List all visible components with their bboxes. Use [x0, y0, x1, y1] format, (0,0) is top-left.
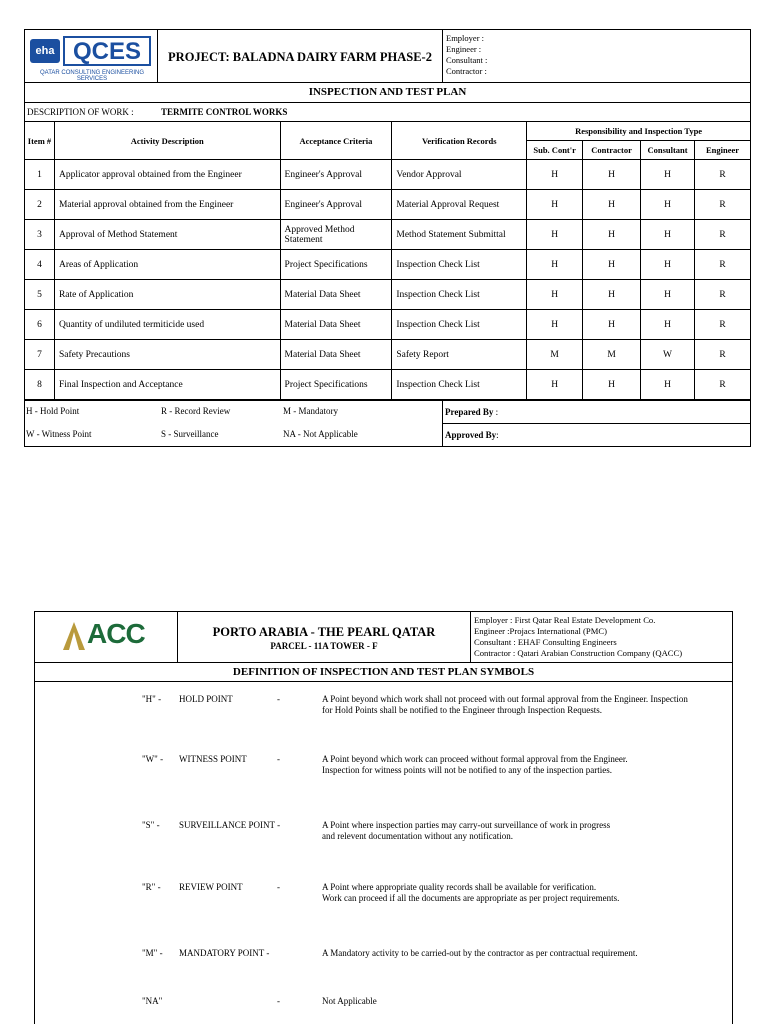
verification-records: Inspection Check List	[392, 310, 527, 340]
acc-logo-box	[34, 611, 178, 663]
parties-box-2	[470, 611, 733, 663]
acceptance-criteria: Project Specifications	[280, 250, 392, 280]
consultant-type: H	[641, 160, 695, 190]
logo-wordmark: QCES	[63, 36, 151, 66]
contractor-type: H	[583, 310, 641, 340]
qces-logo-box	[24, 29, 158, 83]
project-title: PROJECT: BALADNA DAIRY FARM PHASE-2	[157, 29, 443, 83]
header-records: Verification Records	[392, 122, 527, 160]
sub-contractor-type: H	[527, 250, 583, 280]
parcel-label: PARCEL - 11A TOWER - F	[270, 641, 378, 651]
symbol-definition: A Point beyond which work can proceed without formal approval from the Engineer.	[322, 754, 628, 764]
verification-records: Method Statement Submittal	[392, 220, 527, 250]
sub-contractor-type: M	[527, 340, 583, 370]
symbol: "S" -	[142, 820, 160, 830]
table-row	[25, 370, 751, 400]
engineer-type: R	[695, 250, 751, 280]
header-sub: Sub. Cont'r	[527, 141, 583, 160]
table-row	[25, 160, 751, 190]
work-description-row	[24, 102, 751, 122]
acceptance-criteria: Material Data Sheet	[280, 310, 392, 340]
sub-contractor-type: H	[527, 160, 583, 190]
symbol-name: WITNESS POINT	[179, 754, 247, 764]
symbol-dash: -	[277, 754, 280, 764]
prepared-by-label: Prepared By	[445, 407, 494, 417]
acc-wordmark: ACC	[87, 618, 145, 649]
table-row	[25, 220, 751, 250]
item-number: 1	[25, 160, 55, 190]
legend-record: R - Record Review	[161, 406, 231, 416]
eha-logo-icon: eha	[30, 39, 60, 63]
symbol-definition-cont: Inspection for witness points will not be notified to any of the inspection parties.	[322, 765, 612, 775]
contractor-type: H	[583, 280, 641, 310]
acceptance-criteria: Material Data Sheet	[280, 340, 392, 370]
symbol-dash: -	[277, 882, 280, 892]
header-activity: Activity Description	[54, 122, 280, 160]
acceptance-criteria: Material Data Sheet	[280, 280, 392, 310]
header-item: Item #	[25, 122, 55, 160]
itp-title: INSPECTION AND TEST PLAN	[24, 82, 751, 103]
symbol-definition-cont: for Hold Points shall be notified to the Engineer through Inspection Requests.	[322, 705, 602, 715]
symbol-definition: A Point beyond which work shall not proceed with out formal approval from the Engineer. Inspection	[322, 694, 688, 704]
legend-hold: H - Hold Point	[26, 406, 80, 416]
approved-by-field[interactable]: Approved By:	[442, 423, 751, 447]
verification-records: Inspection Check List	[392, 250, 527, 280]
legend-witness: W - Witness Point	[26, 429, 92, 439]
legend-na: NA - Not Applicable	[283, 429, 358, 439]
engineer-2: Engineer :Projacs International (PMC)	[474, 626, 607, 636]
engineer-type: R	[695, 370, 751, 400]
verification-records: Vendor Approval	[392, 160, 527, 190]
sub-contractor-type: H	[527, 280, 583, 310]
itp-table	[24, 121, 751, 400]
consultant-type: H	[641, 190, 695, 220]
legend-surveillance: S - Surveillance	[161, 429, 219, 439]
legend-mandatory: M - Mandatory	[283, 406, 338, 416]
contractor-type: H	[583, 160, 641, 190]
parties-box	[442, 29, 751, 83]
header-engineer: Engineer	[695, 141, 751, 160]
legend-box	[24, 400, 443, 447]
employer-label: Employer :	[446, 33, 485, 43]
work-value: TERMITE CONTROL WORKS	[161, 107, 288, 117]
item-number: 7	[25, 340, 55, 370]
project-name: PORTO ARABIA - THE PEARL QATAR	[212, 625, 436, 639]
contractor-type: H	[583, 250, 641, 280]
engineer-label: Engineer :	[446, 44, 482, 54]
item-number: 8	[25, 370, 55, 400]
engineer-type: R	[695, 220, 751, 250]
table-row	[25, 310, 751, 340]
symbol: "W" -	[142, 754, 164, 764]
consultant-type: H	[641, 250, 695, 280]
item-number: 6	[25, 310, 55, 340]
activity-description: Safety Precautions	[54, 340, 280, 370]
verification-records: Inspection Check List	[392, 280, 527, 310]
symbol-name: SURVEILLANCE POINT -	[179, 820, 281, 830]
contractor-2: Contractor : Qatari Arabian Construction Company (QACC)	[474, 648, 683, 658]
table-row	[25, 250, 751, 280]
activity-description: Applicator approval obtained from the Engineer	[54, 160, 280, 190]
definitions-list	[34, 682, 733, 1024]
activity-description: Material approval obtained from the Engineer	[54, 190, 280, 220]
table-row	[25, 190, 751, 220]
symbol-name: REVIEW POINT	[179, 882, 243, 892]
consultant-type: H	[641, 280, 695, 310]
contractor-label: Contractor :	[446, 66, 487, 76]
verification-records: Inspection Check List	[392, 370, 527, 400]
consultant-type: W	[641, 340, 695, 370]
header-criteria: Acceptance Criteria	[280, 122, 392, 160]
employer-2: Employer : First Qatar Real Estate Development Co.	[474, 615, 656, 625]
acceptance-criteria: Engineer's Approval	[280, 160, 392, 190]
item-number: 2	[25, 190, 55, 220]
sub-contractor-type: H	[527, 310, 583, 340]
symbol-definition: A Point where inspection parties may carry-out surveillance of work in progress	[322, 820, 611, 830]
acceptance-criteria: Project Specifications	[280, 370, 392, 400]
header-consultant: Consultant	[641, 141, 695, 160]
header-contractor: Contractor	[583, 141, 641, 160]
contractor-type: M	[583, 340, 641, 370]
acc-logo-icon	[63, 622, 85, 650]
contractor-type: H	[583, 370, 641, 400]
engineer-type: R	[695, 310, 751, 340]
project-title-2	[177, 611, 471, 663]
symbol-name: MANDATORY POINT -	[179, 948, 270, 958]
sub-contractor-type: H	[527, 370, 583, 400]
activity-description: Areas of Application	[54, 250, 280, 280]
verification-records: Safety Report	[392, 340, 527, 370]
engineer-type: R	[695, 340, 751, 370]
symbols-title: DEFINITION OF INSPECTION AND TEST PLAN SYMBOLS	[34, 662, 733, 682]
symbol-dash: -	[277, 996, 280, 1006]
contractor-type: H	[583, 220, 641, 250]
engineer-type: R	[695, 190, 751, 220]
symbol-definition-cont: and relevent documentation without any notification.	[322, 831, 513, 841]
consultant-type: H	[641, 370, 695, 400]
consultant-type: H	[641, 220, 695, 250]
symbol: "H" -	[142, 694, 162, 704]
symbol: "R" -	[142, 882, 161, 892]
consultant-type: H	[641, 310, 695, 340]
table-row	[25, 340, 751, 370]
engineer-type: R	[695, 280, 751, 310]
sub-contractor-type: H	[527, 220, 583, 250]
contractor-type: H	[583, 190, 641, 220]
header-responsibility: Responsibility and Inspection Type	[527, 122, 751, 141]
activity-description: Quantity of undiluted termiticide used	[54, 310, 280, 340]
symbol-name: HOLD POINT	[179, 694, 233, 704]
symbol: "M" -	[142, 948, 163, 958]
prepared-by-field[interactable]: Prepared By :	[442, 400, 751, 424]
symbol: "NA"	[142, 996, 163, 1006]
item-number: 3	[25, 220, 55, 250]
symbol-definition-cont: Work can proceed if all the documents are appropriate as per project requirements.	[322, 893, 620, 903]
engineer-type: R	[695, 160, 751, 190]
consultant-label: Consultant :	[446, 55, 488, 65]
symbol-dash: -	[277, 694, 280, 704]
item-number: 4	[25, 250, 55, 280]
work-label: DESCRIPTION OF WORK :	[27, 107, 134, 117]
acceptance-criteria: Approved Method Statement	[280, 220, 392, 250]
logo-subtitle: QATAR CONSULTING ENGINEERING SERVICES	[39, 70, 144, 82]
verification-records: Material Approval Request	[392, 190, 527, 220]
acceptance-criteria: Engineer's Approval	[280, 190, 392, 220]
activity-description: Rate of Application	[54, 280, 280, 310]
symbol-definition: A Point where appropriate quality records shall be available for verification.	[322, 882, 597, 892]
item-number: 5	[25, 280, 55, 310]
approved-by-label: Approved By	[445, 430, 497, 440]
consultant-2: Consultant : EHAF Consulting Engineers	[474, 637, 617, 647]
activity-description: Approval of Method Statement	[54, 220, 280, 250]
symbol-definition: Not Applicable	[322, 996, 377, 1006]
activity-description: Final Inspection and Acceptance	[54, 370, 280, 400]
table-row	[25, 280, 751, 310]
symbol-definition: A Mandatory activity to be carried-out by the contractor as per contractual requirement.	[322, 948, 638, 958]
sub-contractor-type: H	[527, 190, 583, 220]
